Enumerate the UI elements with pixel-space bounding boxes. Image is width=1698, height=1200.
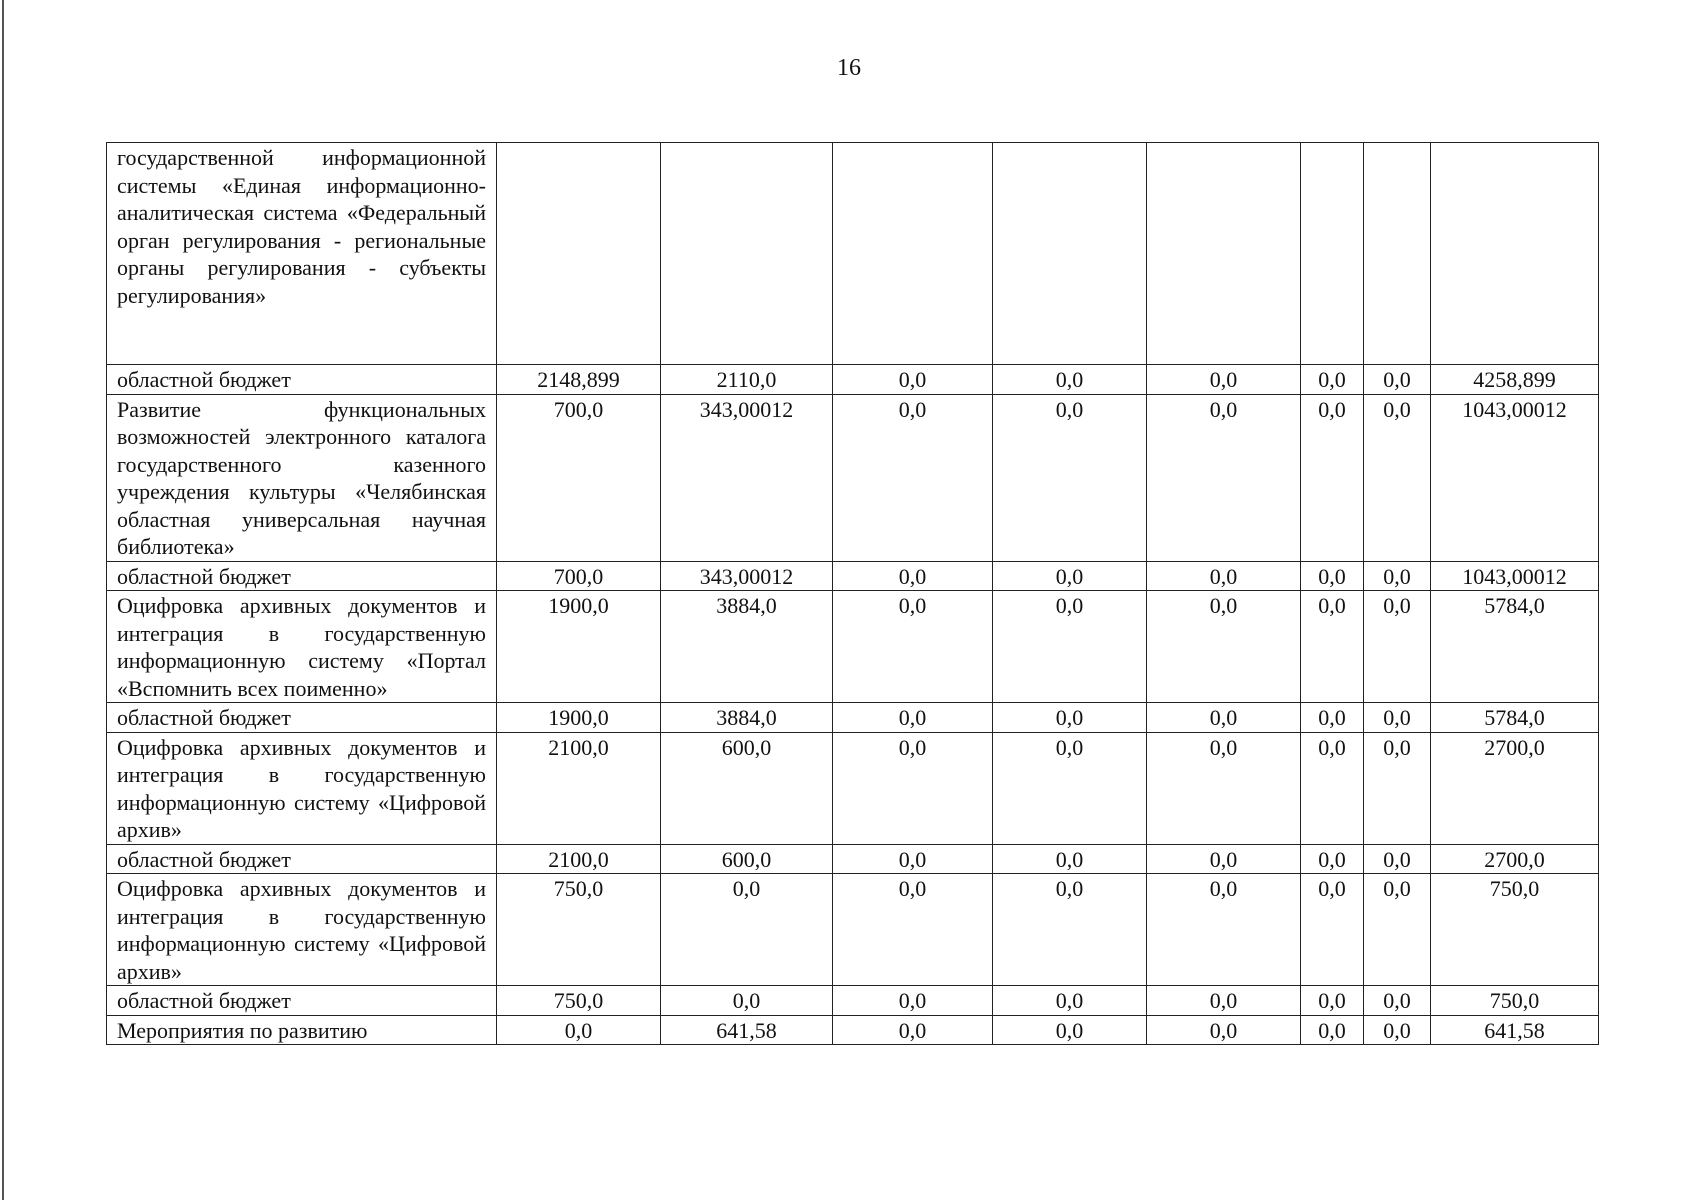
row-name-cell: областной бюджет (107, 561, 497, 591)
page-edge-line (2, 0, 4, 1200)
value-cell: 0,0 (833, 1015, 993, 1045)
value-cell: 0,0 (993, 1015, 1147, 1045)
value-cell: 0,0 (833, 394, 993, 561)
value-cell: 0,0 (833, 365, 993, 395)
value-cell: 0,0 (833, 844, 993, 874)
value-cell: 0,0 (1301, 1015, 1364, 1045)
table-row (107, 732, 1599, 844)
value-cell: 600,0 (661, 732, 833, 844)
value-cell: 750,0 (1431, 874, 1599, 986)
value-cell: 343,00012 (661, 561, 833, 591)
budget-table-body (107, 143, 1599, 1045)
row-name-cell: областной бюджет (107, 703, 497, 733)
value-cell (661, 143, 833, 365)
table-row (107, 365, 1599, 395)
row-name-cell: государственной информационной системы «Единая информационно-аналитическая система «Федеральный орган регулирования - региональные органы регулирования - субъекты регулирования» (107, 143, 497, 365)
value-cell: 0,0 (1301, 844, 1364, 874)
value-cell: 0,0 (993, 844, 1147, 874)
value-cell: 0,0 (993, 561, 1147, 591)
value-cell: 0,0 (993, 394, 1147, 561)
page-number: 16 (837, 55, 861, 81)
table-row (107, 986, 1599, 1016)
value-cell: 750,0 (1431, 986, 1599, 1016)
value-cell: 0,0 (1364, 394, 1431, 561)
value-cell: 0,0 (833, 986, 993, 1016)
value-cell: 0,0 (993, 874, 1147, 986)
value-cell: 0,0 (1301, 561, 1364, 591)
value-cell (1431, 143, 1599, 365)
value-cell: 700,0 (497, 394, 661, 561)
value-cell: 0,0 (1147, 394, 1301, 561)
value-cell: 0,0 (1147, 703, 1301, 733)
value-cell: 343,00012 (661, 394, 833, 561)
value-cell: 1043,00012 (1431, 561, 1599, 591)
value-cell: 0,0 (833, 703, 993, 733)
value-cell: 750,0 (497, 874, 661, 986)
value-cell: 2100,0 (497, 732, 661, 844)
value-cell: 0,0 (1301, 591, 1364, 703)
value-cell: 0,0 (1301, 874, 1364, 986)
value-cell: 0,0 (1301, 365, 1364, 395)
row-name-cell: Оцифровка архивных документов и интеграция в государственную информационную систему «Портал «Вспомнить всех поименно» (107, 591, 497, 703)
value-cell: 0,0 (661, 986, 833, 1016)
value-cell: 0,0 (1364, 591, 1431, 703)
row-name-cell: Мероприятия по развитию (107, 1015, 497, 1045)
value-cell: 1900,0 (497, 703, 661, 733)
value-cell (1147, 143, 1301, 365)
value-cell: 0,0 (1147, 561, 1301, 591)
budget-table (106, 142, 1599, 1045)
table-row (107, 591, 1599, 703)
row-name-cell: областной бюджет (107, 365, 497, 395)
value-cell: 0,0 (993, 591, 1147, 703)
value-cell: 0,0 (993, 703, 1147, 733)
value-cell: 0,0 (1364, 703, 1431, 733)
value-cell: 0,0 (497, 1015, 661, 1045)
value-cell: 0,0 (1147, 1015, 1301, 1045)
value-cell: 0,0 (993, 365, 1147, 395)
value-cell: 700,0 (497, 561, 661, 591)
table-row (107, 561, 1599, 591)
value-cell: 750,0 (497, 986, 661, 1016)
value-cell: 0,0 (1364, 365, 1431, 395)
value-cell: 0,0 (1364, 986, 1431, 1016)
value-cell (1364, 143, 1431, 365)
value-cell: 0,0 (993, 986, 1147, 1016)
value-cell: 0,0 (833, 732, 993, 844)
value-cell (993, 143, 1147, 365)
value-cell: 0,0 (833, 874, 993, 986)
value-cell: 5784,0 (1431, 591, 1599, 703)
value-cell: 0,0 (1147, 986, 1301, 1016)
row-name-cell: областной бюджет (107, 844, 497, 874)
table-row (107, 703, 1599, 733)
value-cell (497, 143, 661, 365)
value-cell: 600,0 (661, 844, 833, 874)
value-cell: 0,0 (1147, 732, 1301, 844)
value-cell: 0,0 (1147, 874, 1301, 986)
value-cell: 3884,0 (661, 591, 833, 703)
value-cell: 4258,899 (1431, 365, 1599, 395)
value-cell: 1900,0 (497, 591, 661, 703)
value-cell: 0,0 (1301, 732, 1364, 844)
value-cell: 2110,0 (661, 365, 833, 395)
value-cell: 5784,0 (1431, 703, 1599, 733)
value-cell: 0,0 (1364, 561, 1431, 591)
value-cell: 1043,00012 (1431, 394, 1599, 561)
value-cell: 2100,0 (497, 844, 661, 874)
value-cell: 0,0 (1364, 732, 1431, 844)
value-cell: 0,0 (1301, 394, 1364, 561)
value-cell: 3884,0 (661, 703, 833, 733)
value-cell: 0,0 (1301, 703, 1364, 733)
value-cell: 2700,0 (1431, 844, 1599, 874)
value-cell: 0,0 (833, 591, 993, 703)
value-cell: 2148,899 (497, 365, 661, 395)
value-cell: 0,0 (1147, 844, 1301, 874)
value-cell: 0,0 (1147, 591, 1301, 703)
value-cell: 0,0 (661, 874, 833, 986)
table-row (107, 1015, 1599, 1045)
value-cell: 641,58 (661, 1015, 833, 1045)
row-name-cell: областной бюджет (107, 986, 497, 1016)
table-row (107, 143, 1599, 365)
value-cell: 0,0 (1364, 874, 1431, 986)
value-cell: 0,0 (1364, 1015, 1431, 1045)
row-name-cell: Оцифровка архивных документов и интеграция в государственную информационную систему «Цифровой архив» (107, 874, 497, 986)
value-cell: 2700,0 (1431, 732, 1599, 844)
table-row (107, 394, 1599, 561)
value-cell: 0,0 (833, 561, 993, 591)
value-cell: 641,58 (1431, 1015, 1599, 1045)
row-name-cell: Оцифровка архивных документов и интеграция в государственную информационную систему «Цифровой архив» (107, 732, 497, 844)
row-name-cell: Развитие функциональных возможностей электронного каталога государственного казенного учреждения культуры «Челябинская областная универсальная научная библиотека» (107, 394, 497, 561)
table-row (107, 874, 1599, 986)
value-cell: 0,0 (1147, 365, 1301, 395)
table-row (107, 844, 1599, 874)
value-cell (833, 143, 993, 365)
value-cell (1301, 143, 1364, 365)
value-cell: 0,0 (1301, 986, 1364, 1016)
value-cell: 0,0 (993, 732, 1147, 844)
value-cell: 0,0 (1364, 844, 1431, 874)
